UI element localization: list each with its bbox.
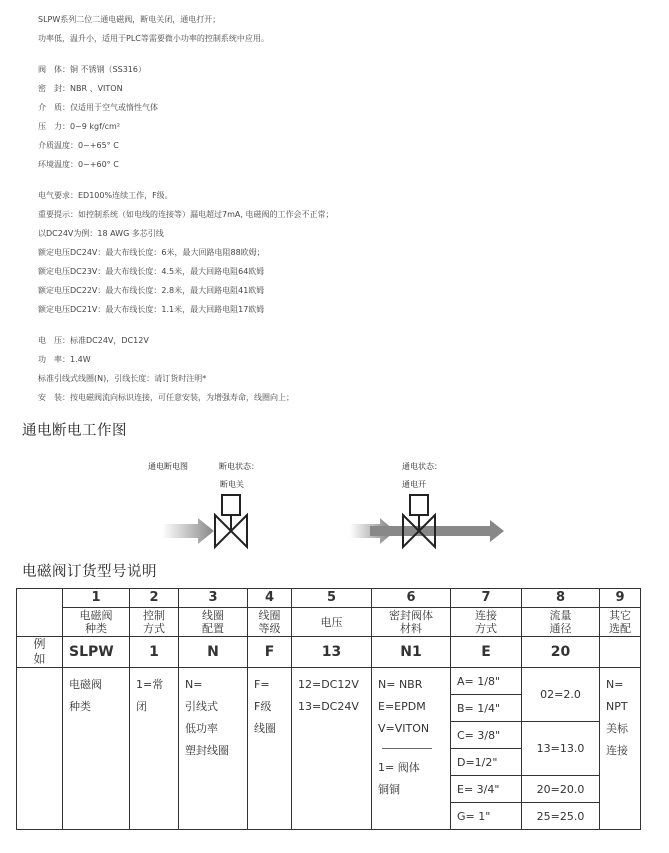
column-header: 流量 通径 — [522, 608, 600, 637]
intro-line: 功率低，温升小，适用于PLC等需要微小功率的控制系统中应用。 — [38, 34, 269, 43]
column-header: 线圈 配置 — [179, 608, 248, 637]
intro-line: SLPW系列二位二通电磁阀，断电关闭，通电打开； — [38, 15, 221, 24]
option-text: 电磁阀 — [69, 678, 102, 691]
option-text: 种类 — [69, 700, 91, 713]
install-line: 电 压：标准DC24V，DC12V — [38, 336, 149, 345]
option-text: V=VITON — [378, 722, 430, 735]
example-code: 1 — [130, 637, 179, 668]
on-state-value: 通电开 — [402, 480, 426, 489]
example-code: 13 — [292, 637, 372, 668]
example-code: E — [451, 637, 522, 668]
column-header: 电压 — [292, 608, 372, 637]
option-text: F级 — [254, 700, 272, 713]
column-number: 2 — [130, 589, 179, 608]
option-text: N= NBR — [378, 678, 423, 691]
example-code: N — [179, 637, 248, 668]
column-header: 连接 方式 — [451, 608, 522, 637]
spec-line: 阀 体：铜 不锈钢（SS316） — [38, 65, 146, 74]
option-text: 引线式 — [185, 700, 218, 713]
on-state-label: 通电状态： — [402, 462, 442, 471]
example-code: F — [248, 637, 292, 668]
connection-option: B= 1/4" — [451, 695, 522, 722]
option-text: 塑封线圈 — [185, 744, 229, 757]
diagram-title: 通电断电工作图 — [22, 423, 127, 439]
example-code: SLPW — [63, 637, 130, 668]
separator — [382, 748, 432, 749]
column-number: 7 — [451, 589, 522, 608]
spec-line: 密 封：NBR 、VITON — [38, 84, 123, 93]
flow-option: 25=25.0 — [522, 803, 600, 830]
flow-option: 02=2.0 — [522, 668, 600, 722]
closed-valve-icon — [162, 495, 247, 547]
number-row — [17, 589, 641, 608]
install-line: 功 率：1.4W — [38, 355, 91, 364]
install-line: 安 装：按电磁阀流向标识连接，可任意安装，为增强寿命，线圈向上； — [38, 393, 294, 402]
option-text: 美标 — [606, 722, 628, 735]
option-text: N= — [606, 678, 624, 691]
option-text: 1=常闭 — [136, 678, 164, 713]
column-header: 线圈 等级 — [248, 608, 292, 637]
example-code: 20 — [522, 637, 600, 668]
electrical-line: 以DC24V为例：18 AWG 多芯引线 — [38, 229, 164, 238]
electrical-line: 额定电压DC24V：最大布线长度：6米，最大回路电阻88欧姆； — [38, 248, 265, 257]
example-code — [600, 637, 641, 668]
left-caption: 通电断电图 — [148, 462, 188, 471]
option-text: 12=DC12V — [298, 678, 359, 691]
option-row — [17, 668, 641, 695]
option-text: E=EPDM — [378, 700, 426, 713]
option-text: 连接 — [606, 744, 628, 757]
off-state-value: 断电关 — [220, 480, 244, 489]
example-label: 例 如 — [17, 637, 63, 668]
option-text: 1= 阀体 — [378, 761, 420, 774]
order-title: 电磁阀订货型号说明 — [22, 564, 157, 580]
connection-option: A= 1/8" — [451, 668, 522, 695]
column-header: 电磁阀 种类 — [63, 608, 130, 637]
spec-line: 压 力：0~9 kgf/cm² — [38, 122, 121, 131]
option-cell — [179, 668, 248, 830]
header-row — [17, 608, 641, 637]
option-text: 线圈 — [254, 722, 276, 735]
open-valve-icon — [350, 495, 504, 547]
option-cell — [292, 668, 372, 830]
option-text: N= — [185, 678, 203, 691]
option-cell — [372, 668, 451, 830]
column-number: 4 — [248, 589, 292, 608]
column-number: 3 — [179, 589, 248, 608]
electrical-line: 额定电压DC22V：最大布线长度：2.8米，最大回路电阻41欧姆 — [38, 286, 265, 295]
order-spec-table — [16, 588, 641, 830]
column-number: 9 — [600, 589, 641, 608]
option-text: 低功率 — [185, 722, 218, 735]
column-number: 1 — [63, 589, 130, 608]
option-text: 铜铜 — [378, 783, 400, 796]
column-number: 8 — [522, 589, 600, 608]
column-number: 5 — [292, 589, 372, 608]
flow-option: 13=13.0 — [522, 722, 600, 776]
column-header: 其它 选配 — [600, 608, 641, 637]
column-header: 密封阀体 材料 — [372, 608, 451, 637]
electrical-line: 电气要求：ED100%连续工作，F级。 — [38, 191, 173, 200]
column-header: 控制 方式 — [130, 608, 179, 637]
column-number: 6 — [372, 589, 451, 608]
option-text: NPT — [606, 700, 628, 713]
spec-line: 介 质：仅适用于空气或惰性气体 — [38, 103, 158, 112]
option-cell — [248, 668, 292, 830]
option-text: F= — [254, 678, 270, 691]
flow-option: 20=20.0 — [522, 776, 600, 803]
connection-option: C= 3/8" — [451, 722, 522, 749]
connection-option: G= 1" — [451, 803, 522, 830]
connection-option: E= 3/4" — [451, 776, 522, 803]
option-cell — [130, 668, 179, 830]
electrical-line: 额定电压DC23V：最大布线长度：4.5米，最大回路电阻64欧姆 — [38, 267, 265, 276]
option-cell — [600, 668, 641, 830]
spec-line: 介质温度：0~+65° C — [38, 141, 119, 150]
option-cell — [63, 668, 130, 830]
example-row — [17, 637, 641, 668]
electrical-line: 重要提示：如控制系统（如电线的连接等）漏电超过7mA, 电磁阀的工作会不正常； — [38, 210, 334, 219]
connection-option: D=1/2" — [451, 749, 522, 776]
option-text: 13=DC24V — [298, 700, 359, 713]
install-line: 标准引线式线圈(N)，引线长度：请订货时注明* — [38, 374, 207, 383]
example-code: N1 — [372, 637, 451, 668]
off-state-label: 断电状态： — [219, 462, 259, 471]
electrical-line: 额定电压DC21V：最大布线长度：1.1米，最大回路电阻17欧姆 — [38, 305, 265, 314]
spec-line: 环境温度：0~+60° C — [38, 160, 119, 169]
